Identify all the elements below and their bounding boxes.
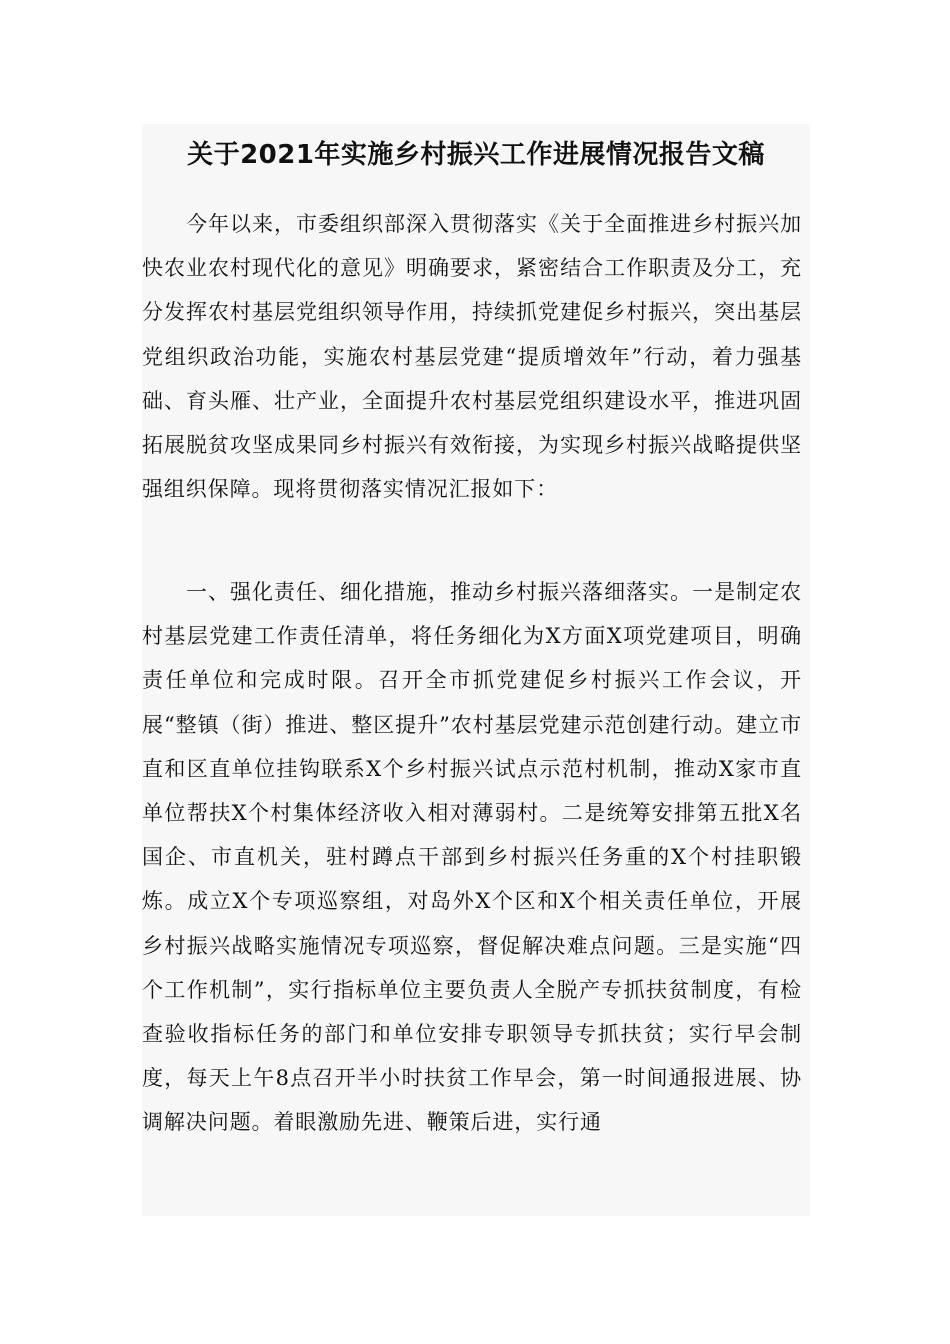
paragraph-intro: 今年以来，市委组织部深入贯彻落实《关于全面推进乡村振兴加快农业农村现代化的意见》明确要求，紧密结合工作职责及分工，充分发挥农村基层党组织领导作用，持续抓党建促乡村振兴，突出基层党组织政治功能，实施农村基层党建“提质增效年”行动，着力强基础、育头雁、壮产业，全面提升农村基层党组织建设水平，推进巩固拓展脱贫攻坚成果同乡村振兴有效衔接，为实现乡村振兴战略提供坚强组织保障。现将贯彻落实情况汇报如下：	[142, 212, 802, 502]
paragraph-section-one: 一、强化责任、细化措施，推动乡村振兴落细落实。一是制定农村基层党建工作责任清单，将任务细化为X方面X项党建项目，明确责任单位和完成时限。召开全市抓党建促乡村振兴工作会议，开展“整镇（街）推进、整区提升”农村基层党建示范创建行动。建立市直和区直单位挂钩联系X个乡村振兴试点示范村机制，推动X家市直单位帮扶X个村集体经济收入相对薄弱村。二是统筹安排第五批X名国企、市直机关，驻村蹲点干部到乡村振兴任务重的X个村挂职锻炼。成立X个专项巡察组，对岛外X个区和X个相关责任单位，开展乡村振兴战略实施情况专项巡察，督促解决难点问题。三是实施“四个工作机制”，实行指标单位主要负责人全脱产专抓扶贫制度，有检查验收指标任务的部门和单位安排专职领导专抓扶贫；实行早会制度，每天上午8点召开半小时扶贫工作早会，第一时间通报进展、协调解决问题。着眼激励先进、鞭策后进，实行通	[142, 580, 802, 1135]
document-page	[142, 124, 810, 1216]
document-title: 关于2021年实施乡村振兴工作进展情况报告文稿	[187, 140, 765, 170]
